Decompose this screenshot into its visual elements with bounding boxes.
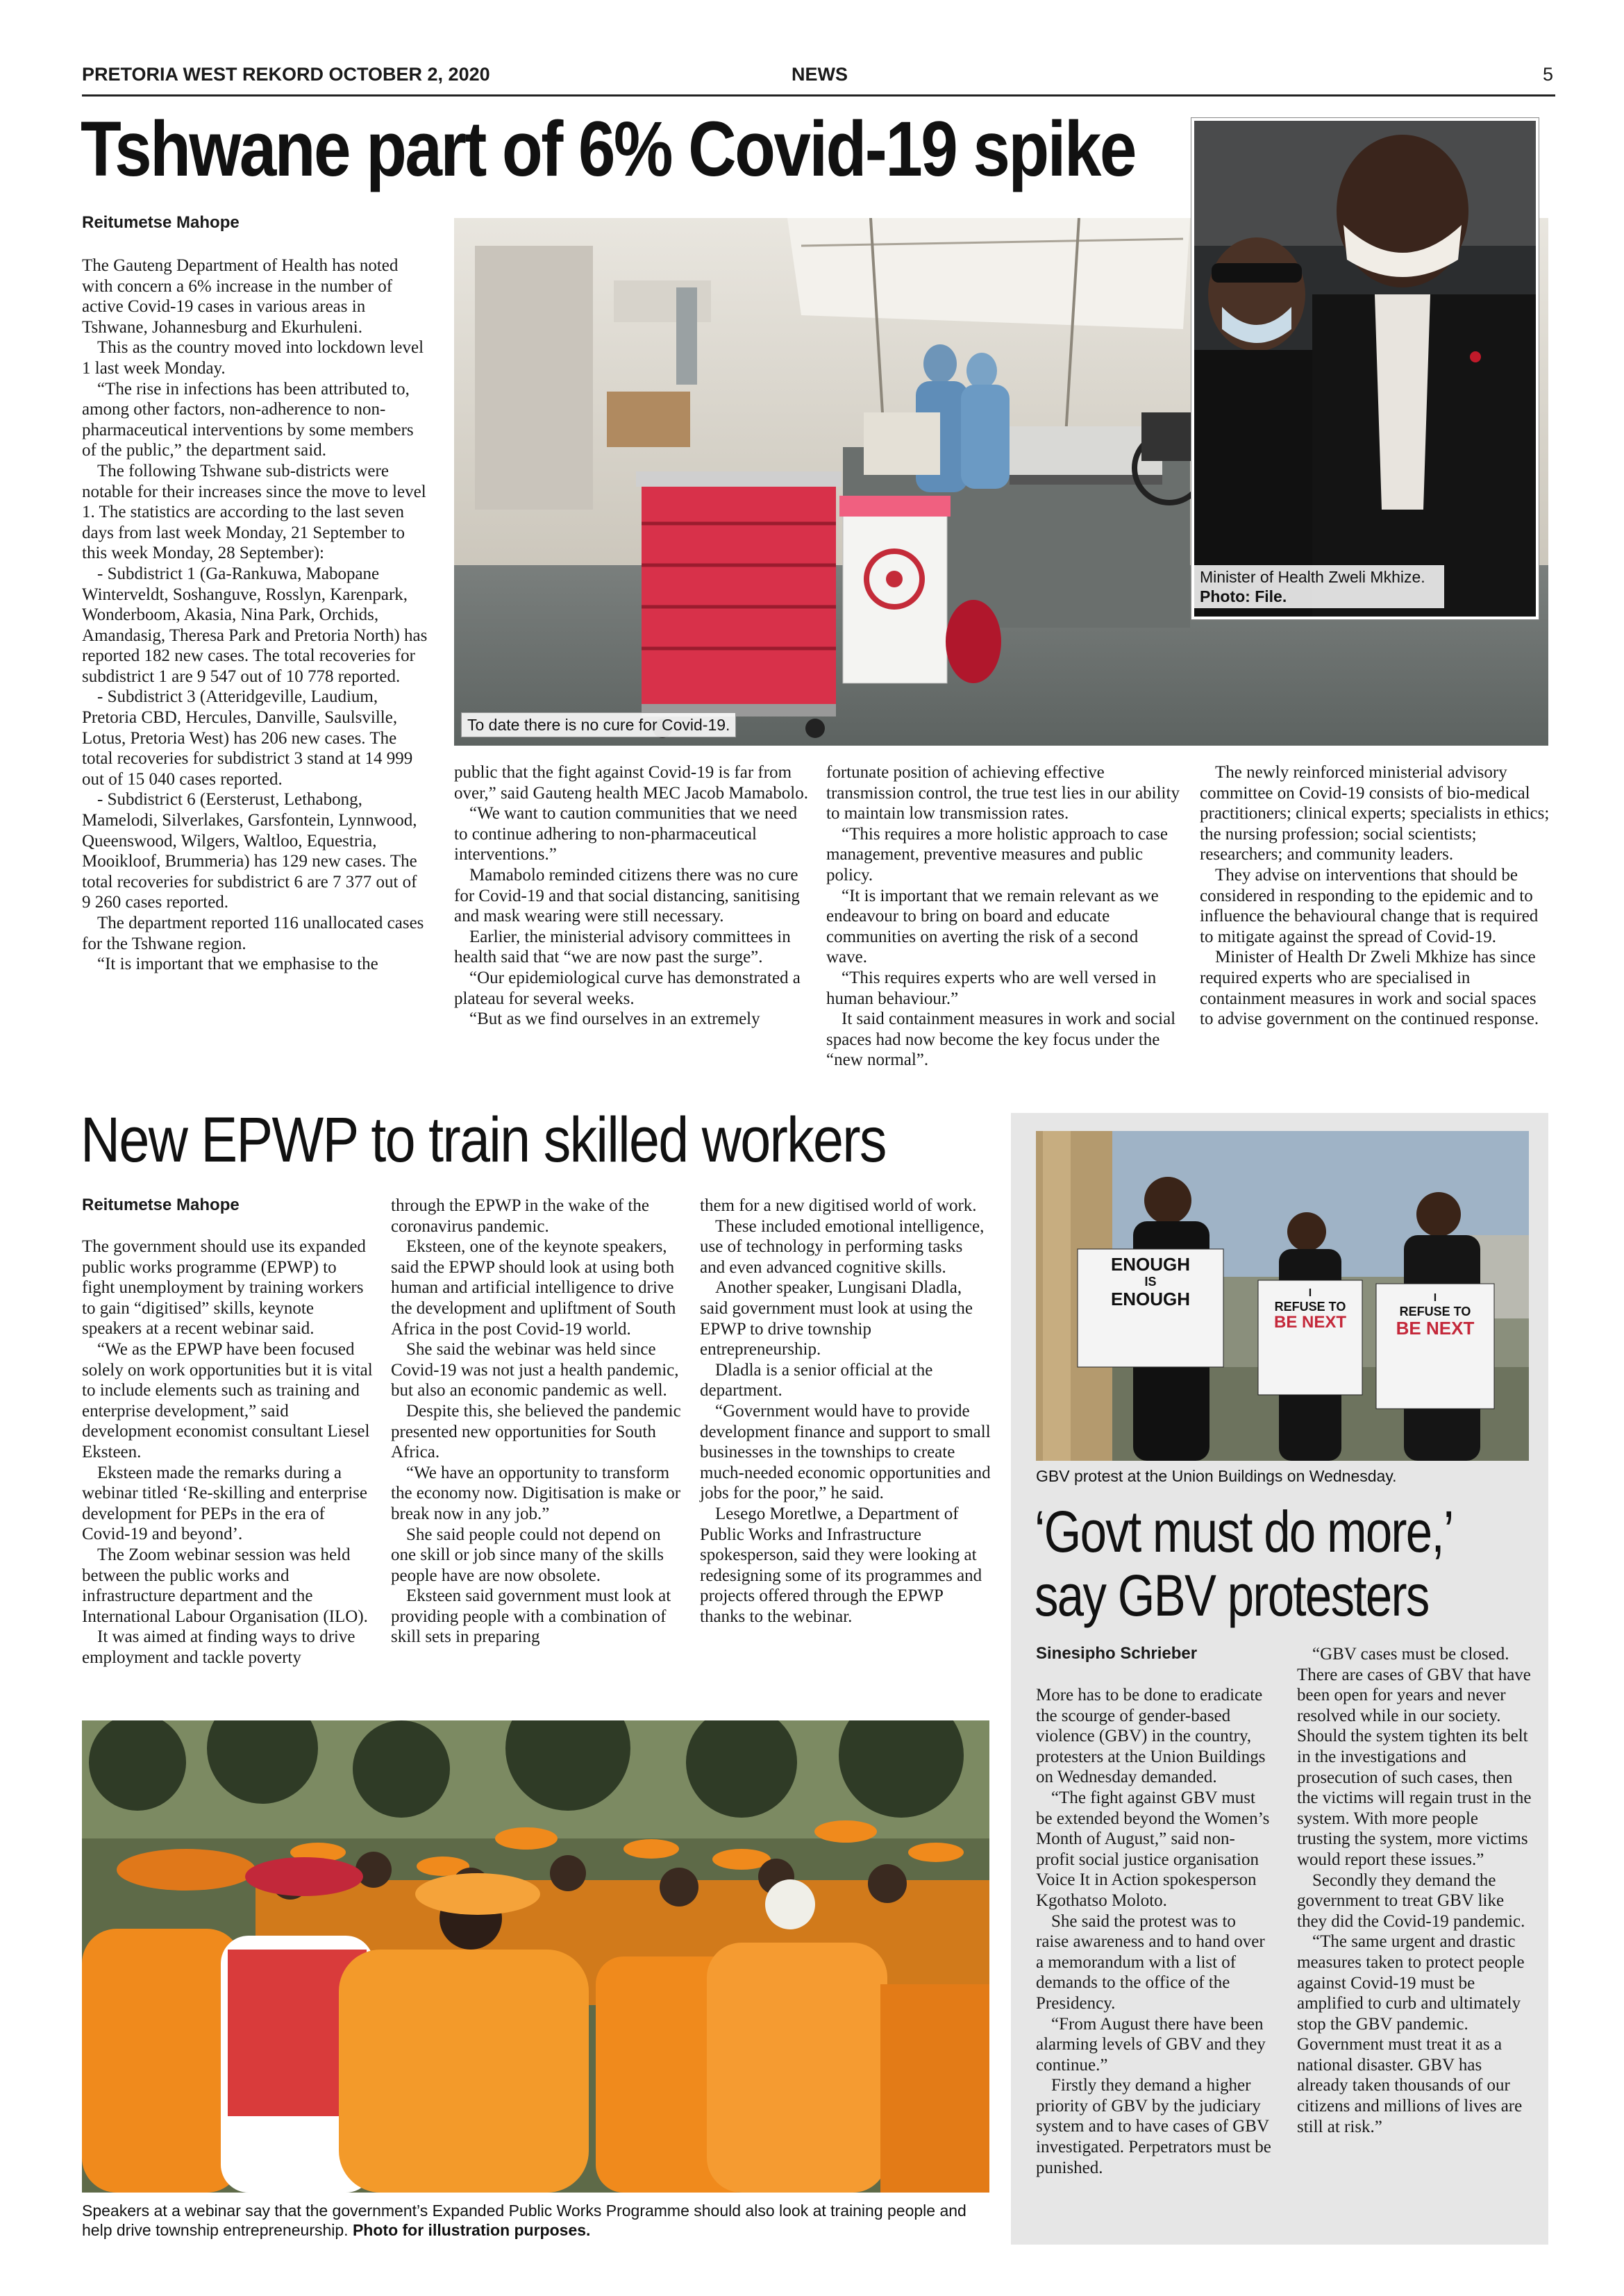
- paragraph: “It is important that we remain relevant as we endeavour to bring on board and educate communities on averting the risk of a second wave.: [826, 886, 1159, 967]
- page-number: 5: [1543, 64, 1554, 85]
- article2-headline: New EPWP to train skilled workers: [81, 1105, 886, 1175]
- epwp-caption-credit: Photo for illustration purposes.: [352, 2221, 591, 2239]
- paragraph: “This requires experts who are well versed in human behaviour.”: [826, 968, 1157, 1008]
- paragraph: “It is important that we emphasise to the: [97, 955, 378, 974]
- paragraph: It said containment measures in work and social spaces had now become the key focus under the “new normal”.: [826, 1009, 1176, 1070]
- article3-headline-line1: ‘Govt must do more,’: [1035, 1499, 1453, 1564]
- paragraph: Eksteen, one of the keynote speakers, said the EPWP should look at using both human and artificial intelligence to drive the development and upliftment of South Africa in the post Covid-19 world.: [391, 1237, 676, 1339]
- paragraph: “We have an opportunity to transform the economy now. Digitisation is make or break now in any job.”: [391, 1463, 681, 1523]
- paragraph: More has to be done to eradicate the scourge of gender-based violence (GBV) in the country, protesters at the Union Buildings on Wednesday demanded.: [1036, 1686, 1266, 1787]
- paragraph: - Subdistrict 1 (Ga-Rankuwa, Mabopane Winterveldt, Soshanguve, Rosslyn, Karenpark, Wonderboom, Akasia, Nina Park, Orchids, Amandasig, Theresa Park and Pretoria North) has reported 182 new cases. The total recoveries for subdistrict 1 are 9 547 out of 10 778 reported.: [82, 564, 428, 686]
- article3-byline: Sinesipho Schrieber: [1036, 1644, 1198, 1663]
- header-rule: [82, 94, 1555, 97]
- paragraph: These included emotional intelligence, use of technology in performing tasks and even advanced cognitive skills.: [700, 1216, 985, 1277]
- minister-photo-caption: [1194, 565, 1444, 608]
- article3-column-2: [1297, 1644, 1533, 2137]
- article3-column-1: [1036, 1685, 1272, 2178]
- epwp-workers-photo: [82, 1720, 989, 2193]
- paragraph: The Zoom webinar session was held between the public works and infrastructure department and the International Labour Organisation (ILO).: [82, 1545, 368, 1626]
- article2-column-2: [391, 1196, 683, 1648]
- paragraph: Eksteen said government must look at providing people with a combination of skill sets in preparing: [391, 1586, 671, 1647]
- sign-text: ENOUGH: [1110, 1254, 1191, 1275]
- paragraph: “From August there have been alarming levels of GBV and they continue.”: [1036, 2014, 1266, 2075]
- article2-column-1: [82, 1237, 374, 1668]
- article1-byline: Reitumetse Mahope: [82, 213, 240, 232]
- paragraph: “This requires a more holistic approach to case management, preventive measures and public policy.: [826, 824, 1168, 885]
- paragraph: through the EPWP in the wake of the coronavirus pandemic.: [391, 1196, 649, 1236]
- epwp-photo-caption: [82, 2201, 991, 2240]
- paragraph: - Subdistrict 6 (Eersterust, Lethabong, Mamelodi, Silverlakes, Garsfontein, Lynnwood, Queenswood, Wilgers, Waltloo, Equestria, Mooikloof, Brummeria) has 129 new cases. The total recoveries for subdistrict 6 are 7 377 out of 9 260 cases reported.: [82, 790, 417, 912]
- paragraph: Earlier, the ministerial advisory committees in health said that “we are now past the surge”.: [454, 927, 791, 967]
- paragraph: Another speaker, Lungisani Dladla, said government must look at using the EPWP to drive township entrepreneurship.: [700, 1278, 973, 1359]
- article1-column-1: [82, 255, 429, 975]
- paragraph: She said the webinar was held since Covid-19 was not just a health pandemic, but also an economic pandemic as well.: [391, 1340, 679, 1400]
- sign-text: I: [1308, 1287, 1312, 1299]
- sign-text: REFUSE TO: [1399, 1305, 1471, 1318]
- paragraph: Firstly they demand a higher priority of GBV by the judiciary system and to have cases of GBV investigated. Perpetrators must be punished.: [1036, 2076, 1271, 2177]
- paragraph: She said people could not depend on one skill or job since many of the skills people have are now obsolete.: [391, 1525, 664, 1585]
- paragraph: “The same urgent and drastic measures taken to protect people against Covid-19 must be amplified to curb and ultimately stop the GBV pandemic. Government must treat it as a national disaster. GBV has already taken thousands of our citizens and millions of lives are still at risk.”: [1297, 1932, 1525, 2136]
- paragraph: The department reported 116 unallocated cases for the Tshwane region.: [82, 914, 424, 953]
- epwp-caption-text: Speakers at a webinar say that the government’s Expanded Public Works Programme should also look at training people and help drive township entrepreneurship.: [82, 2202, 966, 2239]
- protest-sign-enough: [1078, 1255, 1223, 1309]
- paragraph: Minister of Health Dr Zweli Mkhize has since required experts who are specialised in containment measures in work and social spaces to advise government on the continued response.: [1200, 948, 1539, 1029]
- paragraph: “Government would have to provide development finance and support to small businesses in the townships to create much-needed economic opportunities and jobs for the poor,” he said.: [700, 1401, 991, 1503]
- article3-headline-line2: say GBV protesters: [1035, 1563, 1429, 1628]
- sign-text: BE NEXT: [1273, 1313, 1346, 1332]
- paragraph: Dladla is a senior official at the department.: [700, 1360, 933, 1400]
- gbv-photo-caption: GBV protest at the Union Buildings on Wednesday.: [1036, 1467, 1397, 1485]
- paragraph: them for a new digitised world of work.: [700, 1196, 977, 1215]
- sign-text: IS: [1144, 1275, 1157, 1289]
- paragraph: “The fight against GBV must be extended beyond the Women’s Month of August,” said non-profit social justice organisation Voice It in Action spokesperson Kgothatso Moloto.: [1036, 1788, 1270, 1910]
- paragraph: “GBV cases must be closed. There are cases of GBV that have been open for years and never resolved while in our society. Should the system tighten its belt in the investigations and prosecution of such cases, then the victims will regain trust in the system. With more people trusting the system, more victims would report these issues.”: [1297, 1645, 1532, 1869]
- paragraph: - Subdistrict 3 (Atteridgeville, Laudium, Pretoria CBD, Hercules, Danville, Saulsville, Lotus, Pretoria West) has 206 new cases. The total recoveries for subdistrict 3 stand at 14 999 out of 15 040 cases reported.: [82, 687, 413, 789]
- sign-text: REFUSE TO: [1274, 1300, 1346, 1314]
- article1-column-4: [1200, 762, 1550, 1030]
- paragraph: public that the fight against Covid-19 is far from over,” said Gauteng health MEC Jacob Mamabolo.: [454, 763, 808, 803]
- article1-column-3: [826, 762, 1180, 1071]
- publication-date: PRETORIA WEST REKORD OCTOBER 2, 2020: [82, 64, 490, 85]
- paragraph: This as the country moved into lockdown level 1 last week Monday.: [82, 338, 424, 378]
- paragraph: Despite this, she believed the pandemic presented new opportunities for South Africa.: [391, 1401, 681, 1462]
- paragraph: Mamabolo reminded citizens there was no cure for Covid-19 and that social distancing, sanitising and mask wearing were still necessary.: [454, 865, 800, 926]
- sign-text: ENOUGH: [1110, 1289, 1191, 1309]
- minister-caption-text: Minister of Health Zweli Mkhize.: [1200, 568, 1425, 586]
- paragraph: The government should use its expanded public works programme (EPWP) to fight unemployment by training workers to gain “digitised” skills, keynote speakers at a recent webinar said.: [82, 1237, 366, 1339]
- article1-column-2: [454, 762, 808, 1030]
- minister-caption-credit: Photo: File.: [1200, 587, 1287, 605]
- paragraph: Eksteen made the remarks during a webinar titled ‘Re-skilling and enterprise development for PEPs in the era of Covid-19 and beyond’.: [82, 1463, 367, 1544]
- minister-illustration: [1194, 121, 1539, 619]
- paragraph: fortunate position of achieving effective transmission control, the true test lies in our ability to maintain low transmission rates.: [826, 763, 1180, 823]
- paragraph: She said the protest was to raise awareness and to hand over a memorandum with a list of demands to the office of the Presidency.: [1036, 1911, 1265, 2013]
- protest-sign-refuse-2: [1376, 1292, 1494, 1338]
- paragraph: “Our epidemiological curve has demonstrated a plateau for several weeks.: [454, 968, 801, 1008]
- article1-headline: Tshwane part of 6% Covid-19 spike: [81, 106, 1135, 192]
- paragraph: The following Tshwane sub-districts were notable for their increases since the move to level 1. The statistics are according to the last seven days from last week Monday, 21 September to this week Monday, 28 September):: [82, 461, 426, 563]
- gbv-protest-photo: [1036, 1131, 1529, 1461]
- paragraph: The newly reinforced ministerial advisory committee on Covid-19 consists of bio-medical practitioners; clinical experts; specialists in ethics; the nursing profession; social scientists; researchers; and community leaders.: [1200, 763, 1550, 864]
- paragraph: They advise on interventions that should be considered in responding to the epidemic and to influence the behavioural change that is required to mitigate against the spread of Covid-19.: [1200, 865, 1539, 946]
- minister-photo: [1191, 118, 1539, 619]
- section-label: NEWS: [792, 64, 848, 85]
- paragraph: Secondly they demand the government to treat GBV like they did the Covid-19 pandemic.: [1297, 1870, 1525, 1931]
- orange-crowd-illustration: [82, 1720, 989, 2193]
- paragraph: The Gauteng Department of Health has noted with concern a 6% increase in the number of active Covid-19 cases in various areas in Tshwane, Johannesburg and Ekurhuleni.: [82, 256, 399, 337]
- sign-text: BE NEXT: [1396, 1318, 1475, 1339]
- paragraph: “We want to caution communities that we need to continue adhering to non-pharmaceutical interventions.”: [454, 804, 798, 864]
- sign-text: I: [1433, 1292, 1437, 1304]
- paragraph: “We as the EPWP have been focused solely on work opportunities but it is vital to include elements such as training and enterprise development,” said development economist consultant Liesel Eksteen.: [82, 1339, 373, 1461]
- paragraph: It was aimed at finding ways to drive employment and tackle poverty: [82, 1627, 355, 1667]
- paragraph: “The rise in infections has been attributed to, among other factors, non-adherence to non-pharmaceutical interventions by some members of the public,” the department said.: [82, 379, 414, 460]
- protest-sign-refuse-1: [1258, 1287, 1362, 1332]
- article2-column-3: [700, 1196, 991, 1627]
- hospital-photo-caption: To date there is no cure for Covid-19.: [461, 712, 736, 737]
- article2-byline: Reitumetse Mahope: [82, 1196, 240, 1214]
- paragraph: Lesego Moretlwe, a Department of Public Works and Infrastructure spokesperson, said they were looking at redesigning some of its programmes and projects offered through the EPWP thanks to the webinar.: [700, 1504, 982, 1626]
- paragraph: “But as we find ourselves in an extremely: [469, 1009, 760, 1029]
